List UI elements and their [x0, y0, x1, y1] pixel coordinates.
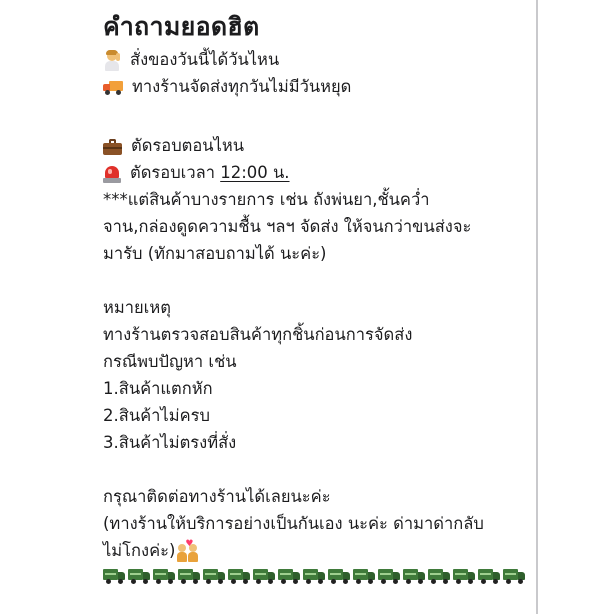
green-delivery-truck-icon	[178, 569, 200, 585]
green-delivery-truck-icon	[378, 569, 400, 585]
green-delivery-truck-icon	[353, 569, 375, 585]
green-delivery-truck-icon	[453, 569, 475, 585]
police-light-icon	[103, 164, 121, 183]
contact-line-text: ไม่โกงค่ะ)	[103, 541, 176, 560]
green-delivery-truck-icon	[428, 569, 450, 585]
contact-line: กรุณาติดต่อทางร้านได้เลยนะค่ะ	[103, 487, 331, 506]
green-delivery-truck-icon	[278, 569, 300, 585]
green-delivery-truck-icon	[503, 569, 525, 585]
faq-cutoff-question-text: ตัดรอบตอนไหน	[131, 136, 245, 155]
contact-line: (ทางร้านให้บริการอย่างเป็นกันเอง นะค่ะ ด่ามาด่ากลับ	[103, 514, 484, 533]
contact-line-last	[103, 537, 533, 564]
cutoff-time-value: 12:00 น.	[220, 163, 290, 182]
green-delivery-truck-icon	[303, 569, 325, 585]
green-delivery-truck-icon	[103, 569, 125, 585]
faq-cutoff-question	[103, 132, 533, 159]
faq-order-date-text: สั่งของวันนี้ได้วันไหน	[130, 50, 280, 69]
faq-cutoff-time	[103, 159, 533, 186]
green-delivery-truck-icon	[128, 569, 150, 585]
faq-shipping-days	[103, 73, 533, 100]
truck-icon-row	[103, 566, 533, 588]
cutoff-note-line: มารับ (ทักมาสอบถามได้ นะค่ะ)	[103, 244, 327, 263]
cutoff-time-label: ตัดรอบเวลา	[130, 163, 221, 182]
cutoff-note-line: ***แต่สินค้าบางรายการ เช่น ถังพ่นยา,ชั้นคว่ำ	[103, 190, 430, 209]
remarks-heading: หมายเหตุ	[103, 298, 171, 317]
green-delivery-truck-icon	[153, 569, 175, 585]
remarks-line: ทางร้านตรวจสอบสินค้าทุกชิ้นก่อนการจัดส่ง	[103, 325, 413, 344]
green-delivery-truck-icon	[403, 569, 425, 585]
remarks-line: 3.สินค้าไม่ตรงที่สั่ง	[103, 433, 237, 452]
page-title: คำถามยอดฮิต	[103, 12, 260, 41]
green-delivery-truck-icon	[478, 569, 500, 585]
delivery-truck-icon	[103, 80, 123, 95]
remarks-line: 2.สินค้าไม่ครบ	[103, 406, 210, 425]
couple-kiss-icon: ♥	[177, 542, 199, 562]
page-edge-divider	[536, 0, 538, 614]
faq-shipping-days-text: ทางร้านจัดส่งทุกวันไม่มีวันหยุด	[132, 77, 352, 96]
faq-order-date	[103, 46, 533, 73]
remarks-line: กรณีพบปัญหา เช่น	[103, 352, 237, 371]
green-delivery-truck-icon	[328, 569, 350, 585]
green-delivery-truck-icon	[228, 569, 250, 585]
cutoff-note-line: จาน,กล่องดูดความชื้น ฯลฯ จัดส่ง ให้จนกว่าขนส่งจะ	[103, 217, 472, 236]
green-delivery-truck-icon	[203, 569, 225, 585]
person-raising-hand-icon	[103, 51, 121, 71]
remarks-line: 1.สินค้าแตกหัก	[103, 379, 213, 398]
briefcase-icon	[103, 139, 122, 155]
faq-document	[103, 8, 533, 588]
green-delivery-truck-icon	[253, 569, 275, 585]
